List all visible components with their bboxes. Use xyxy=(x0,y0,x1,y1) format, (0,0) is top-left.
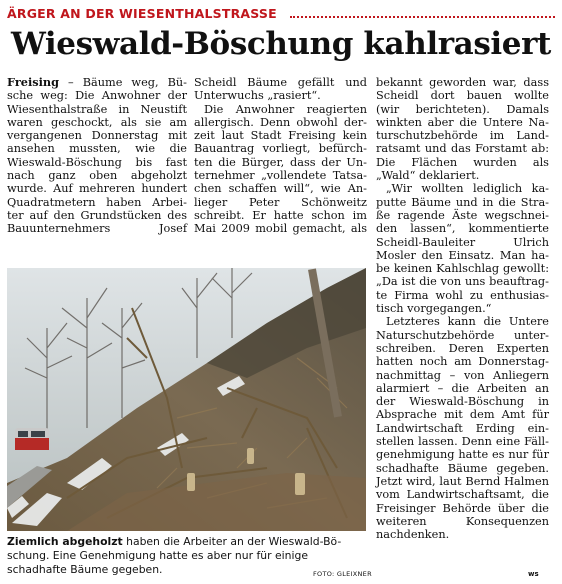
text-line: te Firma wohl zu enthusias- xyxy=(376,288,549,302)
kicker-dotted-rule xyxy=(290,16,555,18)
photo-credit: FOTO: GLEIXNER xyxy=(313,570,372,578)
text-line: alarmiert – die Arbeiten an xyxy=(376,381,549,395)
text-line: Unterwuchs „rasiert“. xyxy=(194,89,321,103)
text-line: genehmigung hatte es nur für xyxy=(376,448,549,462)
photo-caption xyxy=(7,535,372,578)
text-line: hatten noch am Donnerstag- xyxy=(376,355,549,369)
text-line: Naturschutzbehörde unter- xyxy=(376,328,549,342)
text-line: Mosler den Einsatz. Man ha- xyxy=(376,248,549,262)
lead-place: Freising xyxy=(7,75,60,89)
kicker: ÄRGER AN DER WIESENTHALSTRASSE xyxy=(7,6,277,21)
text-span: – Bäume weg, Bü- xyxy=(59,76,187,89)
kicker-row xyxy=(7,6,555,22)
text-line: turschutzbehörde im Land- xyxy=(376,129,549,143)
author-initials: ws xyxy=(528,570,539,578)
text-line: „Wir wollten lediglich ka- xyxy=(386,182,549,196)
text-line: Scheidl-Bauleiter Ulrich xyxy=(376,235,549,249)
text-line: schreiben. Deren Experten xyxy=(376,341,549,355)
text-line: winkten aber die Untere Na- xyxy=(376,115,549,129)
text-line: ten die Bürger, dass der Un- xyxy=(194,155,367,169)
text-line: den lassen“, kommentierte xyxy=(376,222,549,236)
caption-lead: Ziemlich abgeholzt xyxy=(7,535,123,548)
text-line: vergangenen Donnerstag mit xyxy=(7,129,187,143)
article-column-2 xyxy=(194,76,367,236)
article-photo xyxy=(7,268,366,531)
caption-line xyxy=(7,535,367,549)
text-line: nachdenken. xyxy=(376,528,450,542)
text-line: Wieswald-Böschung bis fast xyxy=(7,155,187,169)
text-line: Mai 2009 mobil gemacht, als xyxy=(194,222,367,236)
text-line: „Da ist die von uns beauftrag- xyxy=(376,275,549,289)
text-line: „Wald“ deklariert. xyxy=(376,169,480,183)
text-line: Scheidl dort bauen wollte xyxy=(376,89,549,103)
text-line: Scheidl Bäume gefällt und xyxy=(194,76,367,89)
text-line: lieger Peter Schönweitz xyxy=(194,195,367,209)
text-line: Bauantrag vorliegt, befürch- xyxy=(194,142,367,156)
article-column-1 xyxy=(7,76,187,236)
text-line: (wir berichteten). Damals xyxy=(376,102,549,116)
text-line: nach ganz oben abgeholzt xyxy=(7,169,187,183)
article-column-3 xyxy=(376,76,549,541)
caption-line: schung. Eine Genehmigung hatte es aber nur für einige xyxy=(7,549,308,562)
text-line: schreibt. Er hatte schon im xyxy=(194,208,367,222)
text-line: ter auf den Grundstücken des xyxy=(7,208,187,222)
text-line: Die Anwohner reagierten xyxy=(204,102,367,116)
text-line: weiteren Konsequenzen xyxy=(376,514,549,528)
text-line: Landwirtschaft Erding ein- xyxy=(376,421,549,435)
caption-text: schadhafte Bäume gegeben. xyxy=(7,563,163,576)
headline: Wieswald-Böschung kahlrasiert xyxy=(11,26,551,62)
text-line: Quadratmetern haben Arbei- xyxy=(7,195,187,209)
text-line: Wiesenthalstraße in Neustift xyxy=(7,102,187,116)
text-line: ße ragende Äste wegschnei- xyxy=(376,208,549,222)
text-line: Freisinger Behörde über die xyxy=(376,501,549,515)
text-line: zeit laut Stadt Freising kein xyxy=(194,129,367,143)
bus-shape xyxy=(15,428,49,450)
text-line: sche weg: Die Anwohner der xyxy=(7,89,187,103)
text-line: ternehmer „vollendete Tatsa- xyxy=(194,169,367,183)
text-line: Letzteres kann die Untere xyxy=(386,315,549,329)
caption-line xyxy=(7,563,372,578)
text-line: der Wieswald-Böschung in xyxy=(376,395,549,409)
text-line: be keinen Kahlschlag gewollt: xyxy=(376,262,549,276)
text-line: ratsamt und das Forstamt ab: xyxy=(376,142,549,156)
text-line: vom Landwirtschaftsamt, die xyxy=(376,488,549,502)
caption-text: haben die Arbeiter an der Wieswald-Bö- xyxy=(122,535,342,548)
cleared-slope-photo xyxy=(7,268,366,531)
text-line: tisch vorgegangen.“ xyxy=(376,302,492,316)
text-line: stellen lassen. Denn eine Fäll- xyxy=(376,435,549,449)
text-line: nachmittag – von Anliegern xyxy=(376,368,549,382)
text-line: putte Bäume und in die Stra- xyxy=(376,195,549,209)
text-line xyxy=(7,76,187,89)
text-line: wurde. Auf mehreren hundert xyxy=(7,182,187,196)
text-line: bekannt geworden war, dass xyxy=(376,76,549,89)
text-line: allergisch. Denn obwohl der- xyxy=(194,115,367,129)
text-line: waren geschockt, als sie am xyxy=(7,115,187,129)
text-line: Bauunternehmers Josef xyxy=(7,222,187,236)
text-line: schadhafte Bäume gegeben. xyxy=(376,461,549,475)
text-line: ansehen mussten, wie die xyxy=(7,142,187,156)
text-line: Absprache mit dem Amt für xyxy=(376,408,549,422)
text-line: chen schaffen will“, wie An- xyxy=(194,182,367,196)
text-line: Jetzt wird, laut Bernd Halmen xyxy=(376,474,549,488)
text-line: Die Flächen wurden als xyxy=(376,155,549,169)
